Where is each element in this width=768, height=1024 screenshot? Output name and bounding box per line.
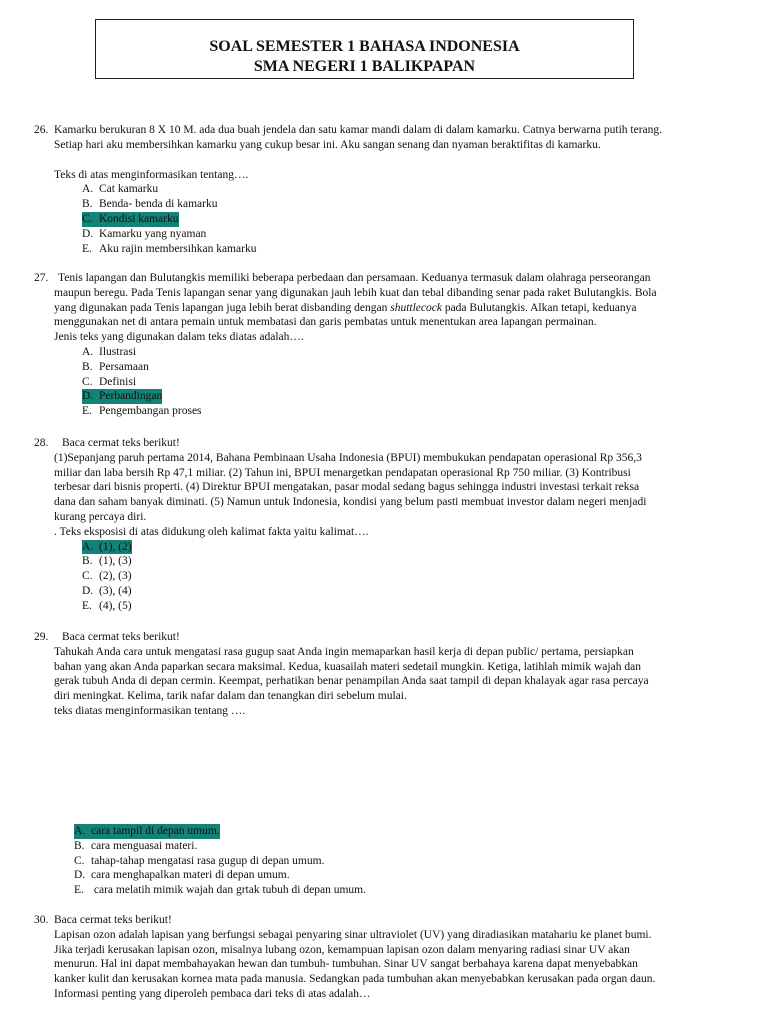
title-box bbox=[95, 19, 634, 79]
question-prompt: Jenis teks yang digunakan dalam teks diatas adalah…. bbox=[54, 331, 304, 344]
passage-line: menggunakan net di antara pemain untuk membatasi dan garis pembatas untuk menentukan area lapangan permainan. bbox=[54, 316, 597, 329]
option-d[interactable]: D. Kamarku yang nyaman bbox=[82, 227, 207, 240]
passage-line: Kamarku berukuran 8 X 10 M. ada dua buah jendela dan satu kamar mandi dalam di dalam kamarku. Catnya berwarna putih terang. bbox=[54, 124, 663, 136]
question-28 bbox=[34, 436, 754, 614]
passage-line: kanker kulit dan kerusakan kornea mata pada manusia. Sedangkan pada tumbuhan akan menyebabkan kerusakan pada organ daun. bbox=[54, 973, 656, 986]
title-line-2: SMA NEGERI 1 BALIKPAPAN bbox=[253, 58, 476, 75]
passage-line: Setiap hari aku membersihkan kamarku yang cukup besar ini. Aku sangan senang dan nyaman beraktifitas di kamarku. bbox=[54, 138, 601, 151]
option-d[interactable]: D. cara menghapalkan materi di depan umum. bbox=[74, 869, 290, 882]
question-26 bbox=[34, 123, 754, 256]
passage-heading: Baca cermat teks berikut! bbox=[62, 631, 180, 643]
question-number: 29. bbox=[34, 631, 49, 643]
option-c[interactable]: C. tahap-tahap mengatasi rasa gugup di depan umum. bbox=[74, 854, 325, 867]
passage-line: maupun beregu. Pada Tenis lapangan senar yang digunakan jauh lebih kuat dan tebal dibanding senar pada raket Bulutangkis. Bola bbox=[54, 286, 657, 299]
option-b[interactable]: B. Persamaan bbox=[82, 360, 149, 373]
passage-line: Jika terjadi kerusakan lapisan ozon, misalnya lubang ozon, kemampuan lapisan ozon dalam menyaring radiasi sinar UV akan bbox=[54, 943, 630, 956]
option-a[interactable]: A. Cat kamarku bbox=[82, 183, 159, 196]
passage-line: Tahukah Anda cara untuk mengatasi rasa gugup saat Anda ingin memaparkan hasil kerja di depan public/ pertama, persiapkan bbox=[54, 645, 634, 658]
passage-line: gerak tubuh Anda di depan cermin. Keempat, perhatikan benar penampilan Anda saat tampil di depan khalayak agar rasa percaya bbox=[54, 675, 649, 688]
passage-line: diri meningkat. Kelima, tarik nafar dalam dan tenangkan diri sebelum mulai. bbox=[54, 690, 407, 703]
option-c-answer[interactable]: C. Kondisi kamarku bbox=[82, 212, 179, 225]
option-e[interactable]: E. Aku rajin membersihkan kamarku bbox=[82, 242, 257, 255]
option-a-answer[interactable]: A. cara tampil di depan umum. bbox=[74, 825, 220, 837]
option-d[interactable]: D. (3), (4) bbox=[82, 584, 132, 597]
option-d-answer[interactable]: D. Perbandingan bbox=[82, 390, 163, 403]
title-line-1: SOAL SEMESTER 1 BAHASA INDONESIA bbox=[209, 38, 520, 55]
question-29 bbox=[34, 630, 754, 719]
question-30 bbox=[34, 913, 758, 1002]
passage-line: (1)Sepanjang paruh pertama 2014, Bahana Pembinaan Usaha Indonesia (BPUI) membukukan pendapatan operasional Rp 356,3 bbox=[54, 451, 642, 464]
question-27 bbox=[34, 271, 754, 419]
question-prompt: Teks di atas menginformasikan tentang…. bbox=[54, 168, 249, 181]
passage-heading: Baca cermat teks berikut! bbox=[54, 914, 172, 926]
passage-line: yang digunakan pada Tenis lapangan juga lebih berat disbanding dengan shuttlecock pada Bulutangkis. Alkan tetapi, keduanya bbox=[54, 301, 637, 314]
option-b[interactable]: B. (1), (3) bbox=[82, 555, 132, 568]
question-number: 28. bbox=[34, 437, 49, 449]
passage-line: menurun. Hal ini dapat membahayakan hewan dan tumbuh- tumbuhan. Sinar UV sangat berbahaya karena dapat menyebabkan bbox=[54, 958, 638, 971]
question-29-options bbox=[74, 824, 754, 898]
question-prompt: Informasi penting yang diperoleh pembaca dari teks di atas adalah… bbox=[54, 987, 371, 1000]
passage-heading: Baca cermat teks berikut! bbox=[62, 437, 180, 449]
passage-line: Tenis lapangan dan Bulutangkis memiliki beberapa perbedaan dan persamaan. Keduanya termasuk dalam olahraga perseorangan bbox=[58, 272, 651, 284]
passage-line: Lapisan ozon adalah lapisan yang berfungsi sebagai penyaring sinar ultraviolet (UV) yang diradiasikan matahariu ke planet bumi. bbox=[54, 928, 652, 941]
passage-line: miliar dan laba bersih Rp 47,1 miliar. (2) Tahun ini, BPUI menargetkan pendapatan operasional Rp 750 miliar. (3) Kontribusi bbox=[54, 466, 631, 479]
option-e[interactable]: E. (4), (5) bbox=[82, 599, 132, 612]
question-prompt: . Teks eksposisi di atas didukung oleh kalimat fakta yaitu kalimat…. bbox=[54, 525, 369, 538]
option-a-answer[interactable]: A. (1), (2) bbox=[82, 540, 132, 553]
option-b[interactable]: B. cara menguasai materi. bbox=[74, 839, 198, 852]
passage-line: bahan yang akan Anda paparkan secara maksimal. Kedua, kuasailah materi sedetail mungkin. Ketiga, latihlah mimik wajah dan bbox=[54, 660, 641, 673]
option-c[interactable]: C. (2), (3) bbox=[82, 570, 132, 583]
question-number: 26. bbox=[34, 124, 49, 136]
question-number: 30. bbox=[34, 914, 49, 926]
passage-line: terbesar dari bisnis properti. (4) Direktur BPUI mengatakan, pasar modal sedang bagus sehingga industri investasi terkait reksa bbox=[54, 481, 640, 494]
passage-line: kurang percaya diri. bbox=[54, 510, 147, 523]
option-a[interactable]: A. Ilustrasi bbox=[82, 345, 137, 358]
option-c[interactable]: C. Definisi bbox=[82, 375, 137, 388]
question-prompt: teks diatas menginformasikan tentang …. bbox=[54, 704, 246, 717]
question-number: 27. bbox=[34, 272, 49, 284]
option-e[interactable]: E. Pengembangan proses bbox=[82, 405, 202, 418]
option-b[interactable]: B. Benda- benda di kamarku bbox=[82, 198, 218, 211]
option-e[interactable]: E. cara melatih mimik wajah dan grtak tubuh di depan umum. bbox=[74, 884, 366, 897]
passage-line: dana dan saham banyak diminati. (5) Namun untuk Indonesia, kondisi yang belum pasti membuat investor dalam negeri menjadi bbox=[54, 496, 647, 509]
